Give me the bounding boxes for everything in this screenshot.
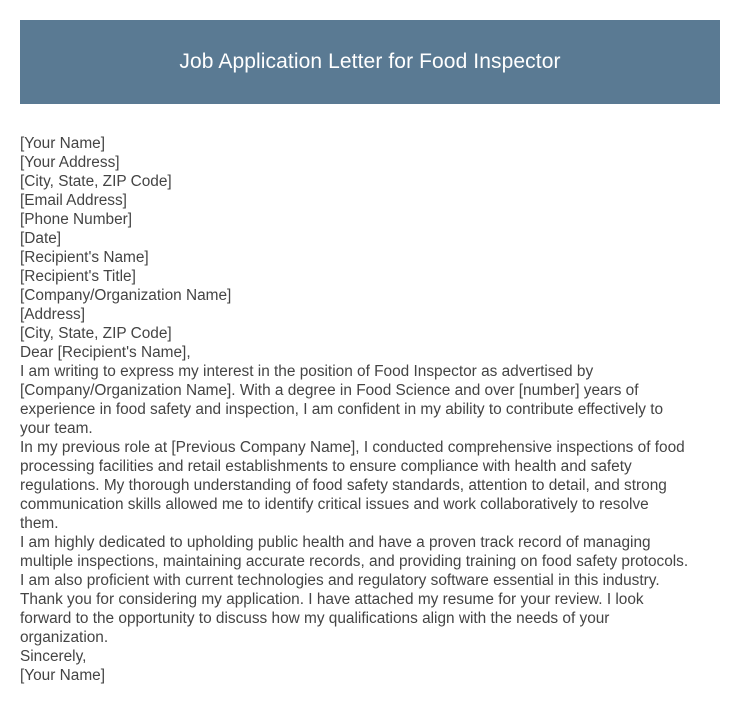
paragraph-line: forward to the opportunity to discuss how my qualifications align with the needs of your [20, 610, 610, 627]
paragraph-line: your team. [20, 420, 93, 437]
paragraph-line: multiple inspections, maintaining accurate records, and providing training on food safety protocols. [20, 553, 689, 570]
paragraph-line: I am also proficient with current technologies and regulatory software essential in this industry. [20, 572, 660, 589]
sender-name: [Your Name] [20, 135, 105, 152]
recipient-organization: [Company/Organization Name] [20, 287, 232, 304]
paragraph-line: experience in food safety and inspection, I am confident in my ability to contribute effectively to [20, 401, 664, 418]
paragraph-line: I am highly dedicated to upholding public health and have a proven track record of managing [20, 534, 651, 551]
paragraph-line: I am writing to express my interest in the position of Food Inspector as advertised by [20, 363, 594, 380]
letter-body [20, 134, 722, 685]
sender-phone: [Phone Number] [20, 211, 133, 228]
sender-address: [Your Address] [20, 154, 120, 171]
title-banner [20, 20, 720, 104]
closing: Sincerely, [20, 648, 87, 665]
letter-date: [Date] [20, 230, 62, 247]
paragraph-line: [Company/Organization Name]. With a degree in Food Science and over [number] years of [20, 382, 639, 399]
paragraph-line: communication skills allowed me to identify critical issues and work collaboratively to resolve [20, 496, 649, 513]
paragraph-line: them. [20, 515, 59, 532]
salutation: Dear [Recipient's Name], [20, 344, 191, 361]
paragraph-line: organization. [20, 629, 109, 646]
paragraph-line: regulations. My thorough understanding of food safety standards, attention to detail, and strong [20, 477, 667, 494]
page-title: Job Application Letter for Food Inspector [179, 50, 561, 73]
recipient-title: [Recipient's Title] [20, 268, 136, 285]
signature-name: [Your Name] [20, 667, 105, 684]
paragraph-line: processing facilities and retail establishments to ensure compliance with health and safety [20, 458, 632, 475]
recipient-name: [Recipient's Name] [20, 249, 149, 266]
paragraph-line: Thank you for considering my application. I have attached my resume for your review. I look [20, 591, 644, 608]
recipient-address: [Address] [20, 306, 86, 323]
sender-city-state-zip: [City, State, ZIP Code] [20, 173, 172, 190]
sender-email: [Email Address] [20, 192, 127, 209]
paragraph-line: In my previous role at [Previous Company Name], I conducted comprehensive inspections of food [20, 439, 685, 456]
recipient-city-state-zip: [City, State, ZIP Code] [20, 325, 172, 342]
